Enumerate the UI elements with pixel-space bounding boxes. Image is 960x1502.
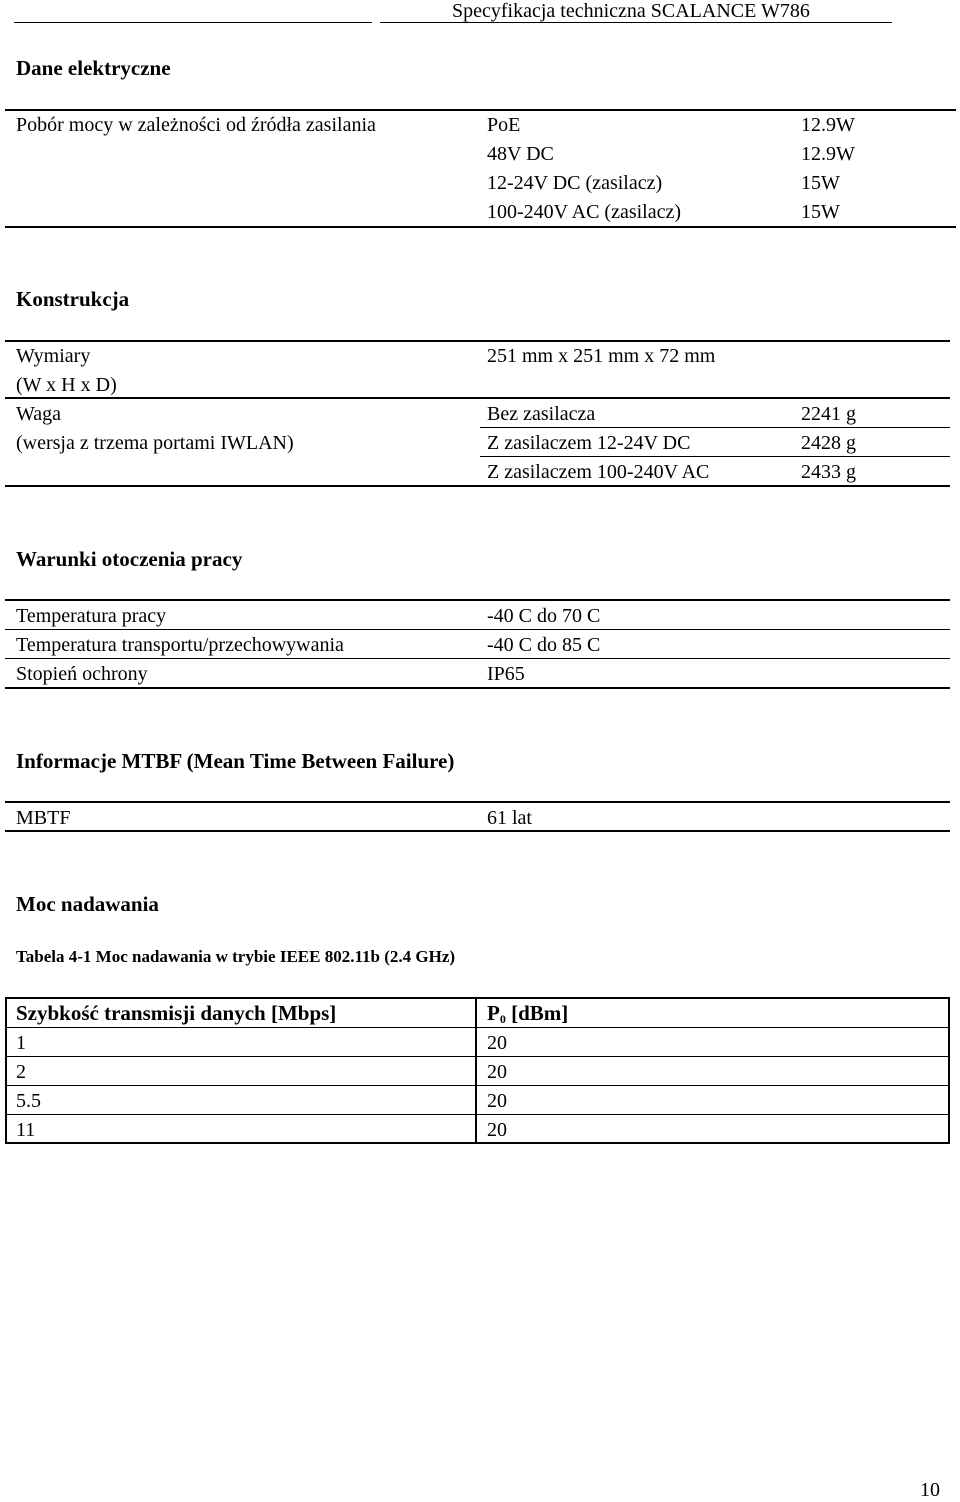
env-value-2: -40 C do 85 C	[487, 634, 601, 656]
weight-variant-1: Bez zasilacza	[487, 403, 596, 425]
rate-table-top-rule	[5, 997, 950, 999]
electrical-power-3: 15W	[801, 172, 840, 194]
rate-table-row-rule-1	[5, 1056, 950, 1057]
weight-value-1: 2241 g	[801, 403, 856, 425]
mtbf-top-rule	[5, 801, 950, 803]
environment-top-rule	[5, 599, 950, 601]
dims-rule	[5, 397, 950, 399]
dims-value: 251 mm x 251 mm x 72 mm	[487, 345, 716, 367]
rate-table-row-rule-3	[5, 1114, 950, 1115]
rate-table-row-rule-2	[5, 1085, 950, 1086]
env-value-3: IP65	[487, 663, 525, 685]
rate-table-col-divider	[475, 997, 477, 1144]
env-label-2: Temperatura transportu/przechowywania	[16, 634, 344, 656]
dbm-cell-4: 20	[487, 1119, 507, 1141]
dims-label-1: Wymiary	[16, 345, 91, 367]
section-heading-mtbf: Informacje MTBF (Mean Time Between Failure)	[16, 749, 455, 773]
env-label-1: Temperatura pracy	[16, 605, 167, 627]
electrical-label: Pobór mocy w zależności od źródła zasilania	[16, 114, 376, 136]
weight-rule-2	[480, 456, 950, 457]
electrical-bottom-rule	[5, 226, 956, 228]
rate-cell-1: 1	[16, 1032, 26, 1054]
weight-variant-2: Z zasilaczem 12-24V DC	[487, 432, 691, 454]
mtbf-label: MBTF	[16, 807, 71, 829]
env-value-1: -40 C do 70 C	[487, 605, 601, 627]
section-heading-environment: Warunki otoczenia pracy	[16, 547, 243, 571]
dbm-cell-1: 20	[487, 1032, 507, 1054]
dims-label-2: (W x H x D)	[16, 374, 117, 396]
section-heading-electrical: Dane elektryczne	[16, 56, 171, 80]
rate-cell-4: 11	[16, 1119, 36, 1141]
env-label-3: Stopień ochrony	[16, 663, 148, 685]
electrical-source-1: PoE	[487, 114, 521, 136]
col2-rest: [dBm]	[505, 1001, 569, 1025]
col2-subscript: 0	[499, 1012, 506, 1026]
rate-table-right-border	[948, 997, 950, 1144]
electrical-top-rule	[5, 109, 956, 111]
weight-value-2: 2428 g	[801, 432, 856, 454]
page-header-title: Specyfikacja techniczna SCALANCE W786	[452, 0, 810, 22]
weight-value-3: 2433 g	[801, 461, 856, 483]
environment-bottom-rule	[5, 687, 950, 689]
rate-table-bottom-rule	[5, 1142, 950, 1144]
weight-label-1: Waga	[16, 403, 62, 425]
rate-table-header-rule	[5, 1027, 950, 1028]
table-caption: Tabela 4-1 Moc nadawania w trybie IEEE 802.11b (2.4 GHz)	[16, 947, 456, 966]
rate-table-left-border	[5, 997, 7, 1144]
weight-variant-3: Z zasilaczem 100-240V AC	[487, 461, 710, 483]
electrical-source-4: 100-240V AC (zasilacz)	[487, 201, 682, 223]
electrical-source-3: 12-24V DC (zasilacz)	[487, 172, 663, 194]
env-rule-2	[5, 658, 950, 659]
mtbf-bottom-rule	[5, 830, 950, 832]
rate-table-col1-header: Szybkość transmisji danych [Mbps]	[16, 1001, 337, 1025]
env-rule-1	[5, 629, 950, 630]
electrical-source-2: 48V DC	[487, 143, 554, 165]
construction-top-rule	[5, 340, 950, 342]
header-rule-left	[14, 22, 372, 23]
rate-cell-2: 2	[16, 1061, 26, 1083]
construction-bottom-rule	[5, 485, 950, 487]
electrical-power-4: 15W	[801, 201, 840, 223]
electrical-power-2: 12.9W	[801, 143, 855, 165]
section-heading-construction: Konstrukcja	[16, 287, 130, 311]
section-heading-power-out: Moc nadawania	[16, 892, 159, 916]
mtbf-value: 61 lat	[487, 807, 532, 829]
col2-main: P	[487, 1001, 500, 1025]
weight-rule-1	[480, 427, 950, 428]
weight-label-2: (wersja z trzema portami IWLAN)	[16, 432, 294, 454]
page-number: 10	[920, 1479, 940, 1501]
electrical-power-1: 12.9W	[801, 114, 855, 136]
rate-cell-3: 5.5	[16, 1090, 41, 1112]
dbm-cell-3: 20	[487, 1090, 507, 1112]
dbm-cell-2: 20	[487, 1061, 507, 1083]
